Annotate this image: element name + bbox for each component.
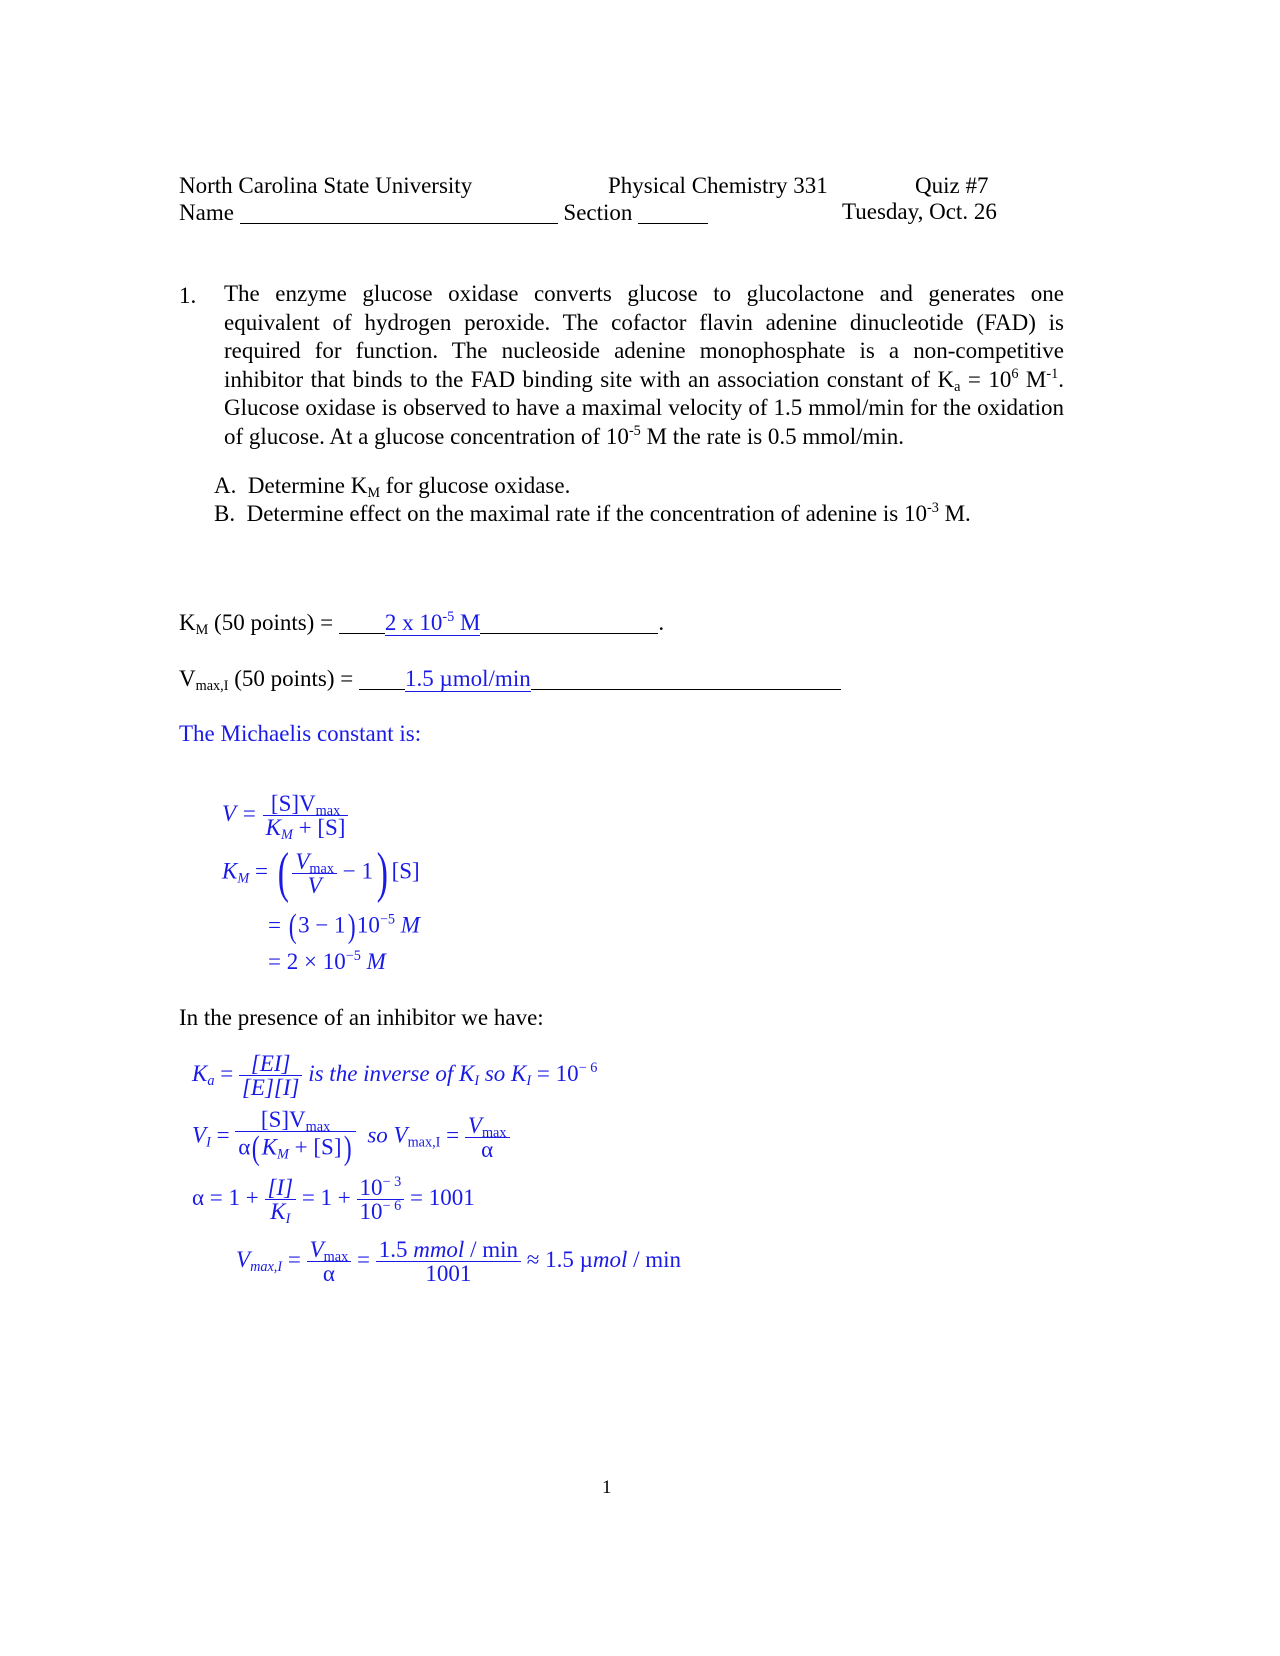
inhibitor-intro: In the presence of an inhibitor we have: bbox=[179, 1005, 544, 1030]
equation-km-substituted: = $(3 - 1)10^{-5}$ M bbox=[268, 908, 420, 945]
name-line bbox=[179, 200, 708, 224]
equation-km-rearranged: $K_M$ = ( $\frac{V_{max}}{V}$ − 1) [S] bbox=[222, 842, 420, 904]
km-answer-value: 2 x $10^{-5}$ M bbox=[384, 609, 481, 635]
name-label: Name bbox=[179, 199, 234, 225]
michaelis-intro: The Michaelis constant is: bbox=[179, 721, 422, 746]
header-course: Physical Chemistry 331 bbox=[608, 173, 828, 198]
header-university: North Carolina State University bbox=[179, 173, 473, 198]
header-quiz: Quiz #7 bbox=[915, 173, 989, 198]
name-blank[interactable] bbox=[240, 200, 558, 224]
section-label: Section bbox=[563, 199, 633, 225]
equation-inhibited-velocity: $V_I$ = $\frac{[S]V_{max}}{\alpha(K_M + [S])}$ so $V_{max,I}$ = $\frac{V_{max}}{\alpha}$ bbox=[192, 1108, 510, 1166]
problem-text: The enzyme glucose oxidase converts glucose to glucolactone and generates one equivalent of hydrogen peroxide. The cofactor flavin adenine dinucleotide (FAD) is required for function. The nucleoside adenine monophosphate is a non-competitive inhibitor that binds to the FAD binding site with an association constant of $K_a = 10^6$ $M^{-1}$. Glucose oxidase is observed to have a maximal velocity of 1.5 mmol/min for the oxidation of glucose. At a glucose concentration of $10^{-5}$ M the rate is 0.5 mmol/min. bbox=[224, 281, 1064, 449]
equation-km-result: = $2 \times 10^{-5}$ M bbox=[268, 948, 386, 974]
section-blank[interactable] bbox=[638, 200, 708, 224]
header-date: Tuesday, Oct. 26 bbox=[842, 199, 997, 224]
vmax-answer-value: 1.5 µmol/min bbox=[405, 665, 531, 691]
equation-michaelis-menten: V = $\frac{[S]V_{max}}{K_M + [S]}$ bbox=[222, 792, 348, 839]
equation-alpha: α = 1 + $\frac{[I]}{K_I}$ = 1 + $\frac{10^{- 3}}{10^{- 6}}$ = 1001 bbox=[192, 1174, 475, 1227]
km-answer-line: $K_M$ (50 points) = 2 x $10^{-5}$ M . bbox=[179, 609, 665, 638]
equation-vmax-inhibited: $V_{max,I}$ = $\frac{V_{max}}{\alpha}$ = $\frac{\text{1.5 mmol / min}}{1001}$ ≈ 1.5 µmol / min bbox=[236, 1237, 682, 1286]
part-b: B. Determine effect on the maximal rate if the concentration of adenine is $10^{-3}$ M. bbox=[214, 500, 971, 526]
equation-association-constant: $K_a$ = $\frac{[EI]}{[E][I]}$ is the inverse of $K_I$ so $K_I = 10^{- 6}$ bbox=[192, 1051, 598, 1100]
vmax-answer-line: $V_{max,I}$ (50 points) = 1.5 µmol/min bbox=[179, 666, 841, 690]
problem-number: 1. bbox=[179, 283, 197, 308]
page-number: 1 bbox=[602, 1477, 612, 1498]
part-a: A. Determine $K_M$ for glucose oxidase. bbox=[214, 473, 571, 501]
